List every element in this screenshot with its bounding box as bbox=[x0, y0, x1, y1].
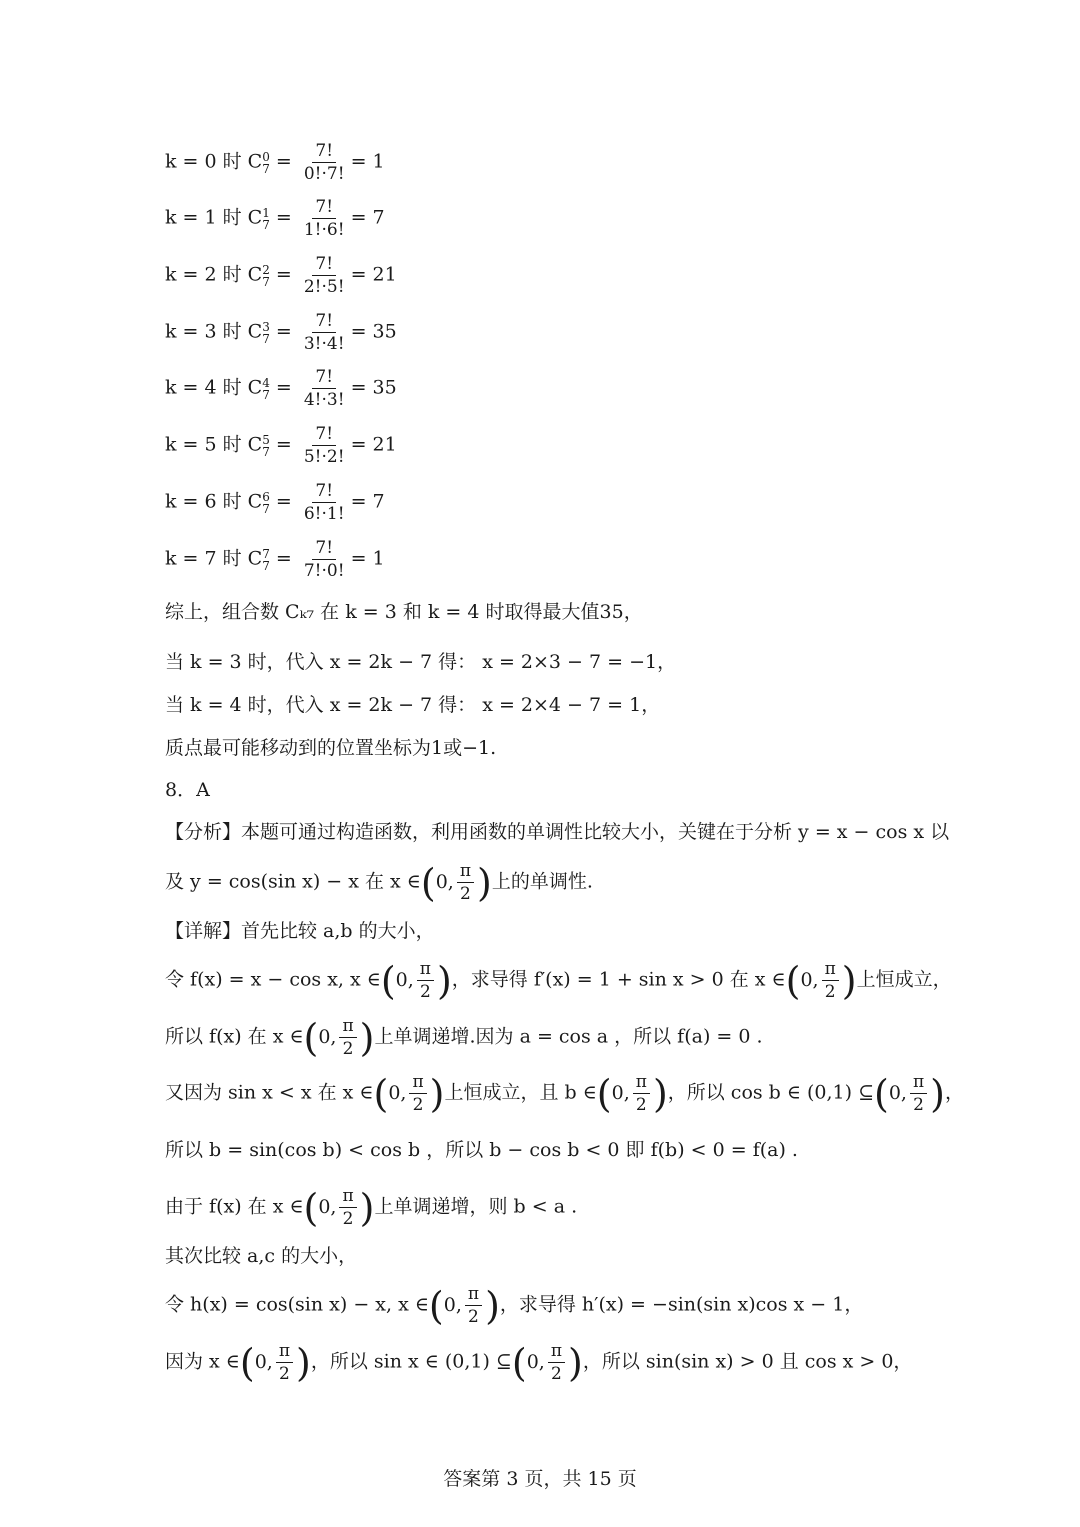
conclusion-line: 质点最可能移动到的位置坐标为1或−1. bbox=[165, 737, 497, 759]
pi-over-2-fraction bbox=[910, 1071, 927, 1116]
interval-left: 0, bbox=[435, 870, 454, 893]
fraction-denominator: 2 bbox=[824, 982, 836, 1002]
combination-sup: 2 bbox=[262, 262, 270, 277]
fraction-denominator: 6!·1! bbox=[303, 504, 345, 524]
analysis-line-1: 【分析】本题可通过构造函数，利用函数的单调性比较大小，关键在于分析 y = x − cos x 以 bbox=[165, 821, 950, 843]
sin-sin-line bbox=[165, 1340, 950, 1385]
fraction-numerator: 7! bbox=[312, 480, 336, 503]
combination-prefix: k = 1 时 C bbox=[165, 206, 263, 229]
combination-sup: 7 bbox=[262, 546, 270, 561]
combination-indices bbox=[262, 491, 270, 515]
interval-0-pi-2: (0, $\frac{\pi}{2}$ ) bbox=[373, 1071, 445, 1116]
fraction-numerator: π bbox=[457, 860, 474, 883]
fraction-denominator: 2 bbox=[460, 884, 471, 904]
fraction-denominator: 2 bbox=[412, 1095, 424, 1115]
combination-sup: 4 bbox=[262, 375, 270, 390]
combination-result: = 7 bbox=[350, 490, 385, 513]
combination-result: = 35 bbox=[350, 320, 397, 343]
factorial-fraction bbox=[301, 480, 348, 525]
combination-sub: 7 bbox=[262, 387, 270, 402]
ba-text: 由于 f(x) 在 x ∈ bbox=[165, 1195, 304, 1218]
interval-0-pi-2: (0, $\frac{\pi}{2}$ ) bbox=[303, 1185, 375, 1230]
fraction-numerator: 7! bbox=[312, 253, 336, 276]
interval-0-pi-2: (0, $\frac{\pi}{2}$ ) bbox=[511, 1340, 583, 1385]
combination-line: k = 1 时 C 1 7 = $\frac{7!}{1!\cdot 6!}$ = 7 bbox=[165, 197, 385, 240]
derivative-h-line bbox=[165, 1283, 950, 1328]
fraction-numerator: π bbox=[548, 1340, 565, 1363]
combination-result: = 1 bbox=[350, 547, 385, 570]
combination-prefix: k = 4 时 C bbox=[165, 376, 263, 399]
b-less-a-line bbox=[165, 1185, 950, 1230]
last-text: 因为 x ∈ bbox=[165, 1350, 240, 1373]
combination-prefix: k = 3 时 C bbox=[165, 320, 263, 343]
combination-result: = 21 bbox=[350, 433, 397, 456]
interval-left: 0, bbox=[254, 1350, 273, 1373]
interval-left: 0, bbox=[395, 968, 414, 991]
pi-over-2-fraction bbox=[339, 1185, 356, 1230]
fraction-numerator: 7! bbox=[312, 366, 336, 389]
f-derivative-text: ，求导得 f′(x) = 1 + sin x > 0 在 x ∈ bbox=[451, 968, 786, 991]
combination-sub: 7 bbox=[262, 217, 270, 232]
combination-indices bbox=[262, 264, 270, 288]
h-def-text: 令 h(x) = cos(sin x) − x, x ∈ bbox=[165, 1293, 429, 1316]
h-derivative-text: ，求导得 h′(x) = −sin(sin x)cos x − 1， bbox=[499, 1293, 864, 1316]
combination-prefix: k = 7 时 C bbox=[165, 547, 263, 570]
combination-indices bbox=[262, 548, 270, 572]
combination-sub: 7 bbox=[262, 558, 270, 573]
fraction-denominator: 2 bbox=[468, 1307, 479, 1327]
combination-line: k = 2 时 C 2 7 = $\frac{7!}{2!\cdot 5!}$ = 21 bbox=[165, 254, 397, 297]
fraction-denominator: 2 bbox=[342, 1209, 354, 1229]
combination-sup: 3 bbox=[262, 319, 270, 334]
pi-over-2-fraction bbox=[339, 1015, 356, 1060]
interval-left: 0, bbox=[388, 1081, 407, 1104]
combination-sup: 6 bbox=[262, 489, 270, 504]
combination-line: k = 3 时 C 3 7 = $\frac{7!}{3!\cdot 4!}$ = 35 bbox=[165, 311, 397, 354]
fraction-numerator: 7! bbox=[312, 140, 336, 163]
ba-tail: 上单调递增，则 b < a . bbox=[374, 1195, 578, 1218]
summary-line: 综上，组合数 Cₖ₇ 在 k = 3 和 k = 4 时取得最大值35， bbox=[165, 601, 643, 623]
page-footer: 答案第 3 页，共 15 页 bbox=[443, 1468, 637, 1490]
sin-text: 又因为 sin x < x 在 x ∈ bbox=[165, 1081, 374, 1104]
combination-sub: 7 bbox=[262, 331, 270, 346]
sin-mid2-text: ，所以 cos b ∈ (0,1) ⊆ bbox=[667, 1081, 874, 1104]
fraction-numerator: π bbox=[910, 1071, 927, 1094]
combination-prefix: k = 6 时 C bbox=[165, 490, 263, 513]
ac-heading-line: 其次比较 a,c 的大小， bbox=[165, 1245, 358, 1267]
question-8-answer: 8．A bbox=[165, 779, 210, 801]
detail-heading: 【详解】首先比较 a,b 的大小， bbox=[165, 920, 435, 942]
pi-over-2-fraction bbox=[276, 1340, 293, 1385]
combination-indices bbox=[262, 151, 270, 175]
interval-0-pi-2: (0, $\frac{\pi}{2}$ ) bbox=[420, 860, 492, 905]
combination-indices bbox=[262, 321, 270, 345]
factorial-fraction bbox=[301, 366, 348, 411]
fraction-numerator: 7! bbox=[312, 310, 336, 333]
f-def-text: 令 f(x) = x − cos x, x ∈ bbox=[165, 968, 381, 991]
fraction-denominator: 1!·6! bbox=[303, 220, 345, 240]
fraction-denominator: 5!·2! bbox=[303, 447, 345, 467]
factorial-fraction bbox=[301, 253, 348, 298]
factorial-fraction bbox=[301, 196, 348, 241]
factorial-fraction bbox=[301, 537, 348, 582]
fraction-numerator: π bbox=[465, 1283, 482, 1306]
fraction-numerator: 7! bbox=[312, 423, 336, 446]
fraction-numerator: π bbox=[822, 958, 839, 981]
combination-prefix: k = 2 时 C bbox=[165, 263, 263, 286]
interval-left: 0, bbox=[443, 1293, 462, 1316]
fraction-numerator: 7! bbox=[312, 196, 336, 219]
fraction-numerator: π bbox=[339, 1015, 356, 1038]
mono-tail: 上单调递增.因为 a = cos a ，所以 f(a) = 0 . bbox=[374, 1025, 763, 1048]
f-holds-text: 上恒成立， bbox=[856, 968, 952, 991]
fraction-denominator: 2 bbox=[551, 1364, 562, 1384]
fraction-numerator: π bbox=[417, 958, 434, 981]
pi-over-2-fraction bbox=[465, 1283, 482, 1328]
combination-indices bbox=[262, 377, 270, 401]
combination-prefix: k = 0 时 C bbox=[165, 150, 263, 173]
factorial-fraction bbox=[301, 423, 348, 468]
combination-line: k = 5 时 C 5 7 = $\frac{7!}{5!\cdot 2!}$ = 21 bbox=[165, 424, 397, 467]
sin-mid-text: 上恒成立，且 b ∈ bbox=[444, 1081, 597, 1104]
combination-sub: 7 bbox=[262, 501, 270, 516]
combination-indices bbox=[262, 207, 270, 231]
mono-text: 所以 f(x) 在 x ∈ bbox=[165, 1025, 304, 1048]
analysis-2-text: 及 y = cos(sin x) − x 在 x ∈ bbox=[165, 870, 421, 893]
combination-sup: 0 bbox=[262, 149, 270, 164]
combination-result: = 7 bbox=[350, 206, 385, 229]
factorial-fraction bbox=[301, 140, 348, 185]
combination-sub: 7 bbox=[262, 161, 270, 176]
fraction-denominator: 7!·0! bbox=[303, 561, 345, 581]
combination-indices bbox=[262, 434, 270, 458]
fraction-denominator: 2 bbox=[635, 1095, 647, 1115]
combination-result: = 35 bbox=[350, 376, 397, 399]
combination-result: = 1 bbox=[350, 150, 385, 173]
pi-over-2-fraction bbox=[822, 958, 839, 1003]
interval-0-pi-2: (0, $\frac{\pi}{2}$ ) bbox=[873, 1071, 945, 1116]
combination-sub: 7 bbox=[262, 274, 270, 289]
fraction-numerator: π bbox=[339, 1185, 356, 1208]
interval-0-pi-2: (0, $\frac{\pi}{2}$ ) bbox=[303, 1015, 375, 1060]
fraction-numerator: π bbox=[633, 1071, 650, 1094]
pi-over-2-fraction bbox=[417, 958, 434, 1003]
combination-line: k = 0 时 C 0 7 = $\frac{7!}{0!\cdot 7!}$ = 1 bbox=[165, 141, 385, 184]
combination-prefix: k = 5 时 C bbox=[165, 433, 263, 456]
monotonic-f-line bbox=[165, 1015, 950, 1060]
combination-sup: 5 bbox=[262, 432, 270, 447]
pi-over-2-fraction bbox=[548, 1340, 565, 1385]
pi-over-2-fraction bbox=[409, 1071, 426, 1116]
combination-line: k = 6 时 C 6 7 = $\frac{7!}{6!\cdot 1!}$ = 7 bbox=[165, 481, 385, 524]
analysis-line-2 bbox=[165, 860, 950, 905]
sin-inequality-line bbox=[165, 1071, 964, 1116]
last-mid-text: ，所以 sin x ∈ (0,1) ⊆ bbox=[310, 1350, 512, 1373]
interval-0-pi-2: (0, $\frac{\pi}{2}$ ) bbox=[380, 958, 452, 1003]
pi-over-2-fraction bbox=[457, 860, 474, 905]
interval-0-pi-2: (0, $\frac{\pi}{2}$ ) bbox=[239, 1340, 311, 1385]
fraction-denominator: 0!·7! bbox=[303, 164, 345, 184]
fraction-denominator: 2 bbox=[279, 1364, 290, 1384]
sin-tail: ， bbox=[944, 1081, 964, 1104]
fraction-numerator: 7! bbox=[312, 537, 336, 560]
derivative-f-line bbox=[165, 958, 950, 1003]
fraction-denominator: 2 bbox=[913, 1095, 924, 1115]
interval-0-pi-2: (0, $\frac{\pi}{2}$ ) bbox=[596, 1071, 668, 1116]
analysis-2-tail: 上的单调性. bbox=[491, 870, 593, 893]
b-comparison-line: 所以 b = sin(cos b) < cos b ，所以 b − cos b < 0 即 f(b) < 0 = f(a) . bbox=[165, 1139, 798, 1161]
fraction-numerator: π bbox=[276, 1340, 293, 1363]
fraction-denominator: 3!·4! bbox=[303, 334, 345, 354]
interval-left: 0, bbox=[526, 1350, 545, 1373]
fraction-denominator: 2 bbox=[419, 982, 431, 1002]
fraction-denominator: 2!·5! bbox=[303, 277, 345, 297]
fraction-denominator: 2 bbox=[342, 1039, 354, 1059]
interval-left: 0, bbox=[800, 968, 819, 991]
fraction-numerator: π bbox=[409, 1071, 426, 1094]
combination-sup: 1 bbox=[262, 205, 270, 220]
interval-left: 0, bbox=[318, 1195, 337, 1218]
case-k3-line: 当 k = 3 时，代入 x = 2k − 7 得： x = 2×3 − 7 = −1， bbox=[165, 651, 677, 673]
combination-result: = 21 bbox=[350, 263, 397, 286]
last-tail: ，所以 sin(sin x) > 0 且 cos x > 0， bbox=[582, 1350, 913, 1373]
factorial-fraction bbox=[301, 310, 348, 355]
combination-line: k = 4 时 C 4 7 = $\frac{7!}{4!\cdot 3!}$ = 35 bbox=[165, 367, 397, 410]
combination-sub: 7 bbox=[262, 444, 270, 459]
case-k4-line: 当 k = 4 时，代入 x = 2k − 7 得： x = 2×4 − 7 = 1， bbox=[165, 694, 661, 716]
pi-over-2-fraction bbox=[633, 1071, 650, 1116]
interval-0-pi-2: (0, $\frac{\pi}{2}$ ) bbox=[785, 958, 857, 1003]
interval-left: 0, bbox=[888, 1081, 907, 1104]
interval-left: 0, bbox=[611, 1081, 630, 1104]
interval-0-pi-2: (0, $\frac{\pi}{2}$ ) bbox=[428, 1283, 500, 1328]
combination-line: k = 7 时 C 7 7 = $\frac{7!}{7!\cdot 0!}$ = 1 bbox=[165, 538, 385, 581]
interval-left: 0, bbox=[318, 1025, 337, 1048]
fraction-denominator: 4!·3! bbox=[303, 390, 345, 410]
